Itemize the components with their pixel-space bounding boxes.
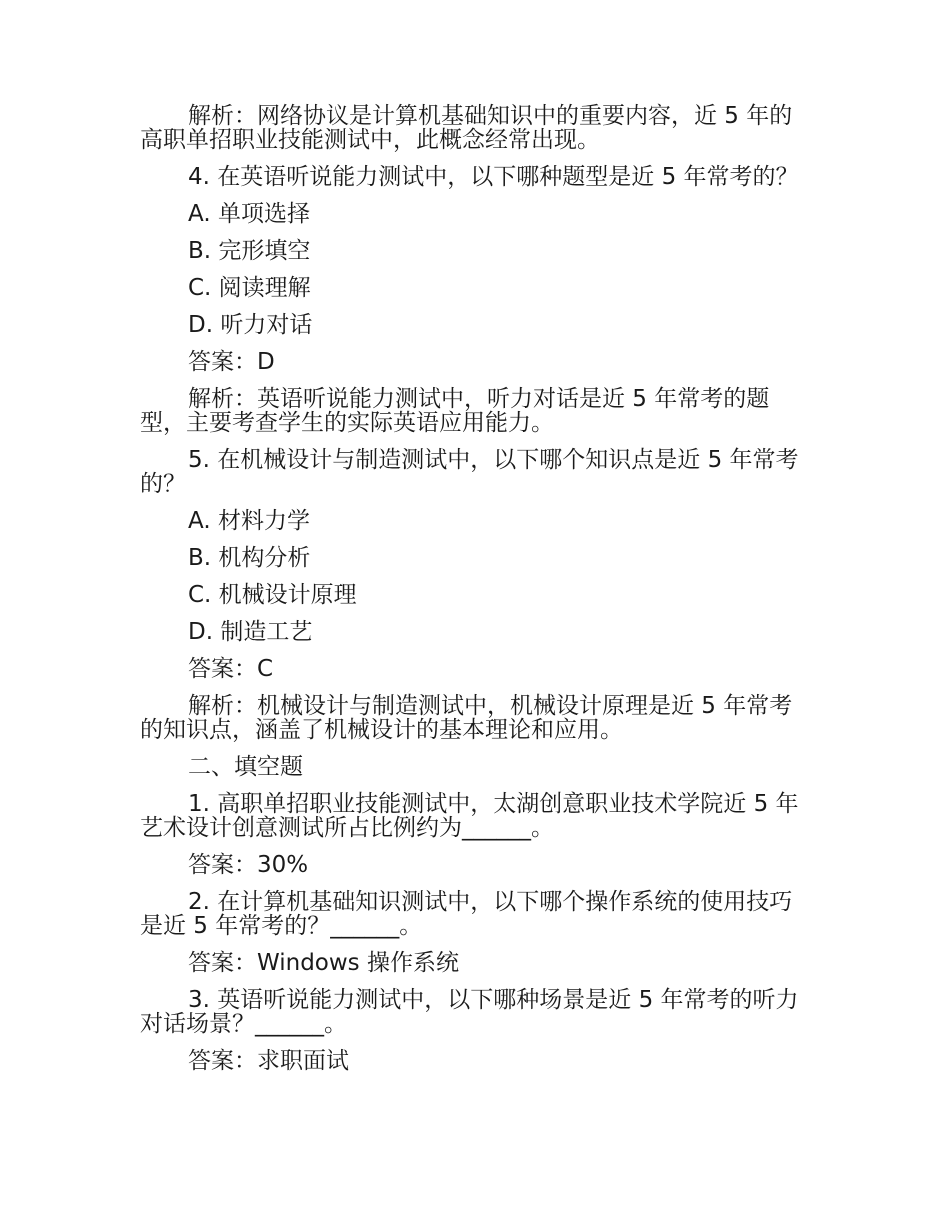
analysis-paragraph: 解析：网络协议是计算机基础知识中的重要内容，近 5 年的高职单招职业技能测试中，此概念经常出现。 bbox=[140, 103, 793, 153]
question-4: 4. 在英语听说能力测试中，以下哪种题型是近 5 年常考的？ bbox=[188, 164, 799, 190]
fill-question-2: 2. 在计算机基础知识测试中，以下哪个操作系统的使用技巧是近 5 年常考的？______。 bbox=[140, 889, 793, 939]
option-c: C. 机械设计原理 bbox=[188, 582, 357, 608]
option-d: D. 听力对话 bbox=[188, 312, 313, 338]
answer: 答案：C bbox=[188, 656, 274, 682]
answer: 答案：Windows 操作系统 bbox=[188, 950, 459, 976]
option-d: D. 制造工艺 bbox=[188, 619, 313, 645]
answer: 答案：30% bbox=[188, 852, 309, 878]
option-a: A. 单项选择 bbox=[188, 201, 310, 227]
answer: 答案：求职面试 bbox=[188, 1048, 349, 1074]
document-page bbox=[140, 104, 812, 1086]
analysis-paragraph: 解析：机械设计与制造测试中，机械设计原理是近 5 年常考的知识点，涵盖了机械设计的基本理论和应用。 bbox=[140, 693, 793, 743]
section-heading: 二、填空题 bbox=[188, 754, 303, 780]
question-5: 5. 在机械设计与制造测试中，以下哪个知识点是近 5 年常考的？ bbox=[140, 447, 799, 497]
fill-question-3: 3. 英语听说能力测试中，以下哪种场景是近 5 年常考的听力对话场景？______。 bbox=[140, 987, 799, 1037]
option-c: C. 阅读理解 bbox=[188, 275, 311, 301]
option-b: B. 完形填空 bbox=[188, 238, 311, 264]
analysis-paragraph: 解析：英语听说能力测试中，听力对话是近 5 年常考的题型，主要考查学生的实际英语应用能力。 bbox=[140, 386, 770, 436]
answer: 答案：D bbox=[188, 349, 275, 375]
option-a: A. 材料力学 bbox=[188, 508, 310, 534]
fill-question-1: 1. 高职单招职业技能测试中，太湖创意职业技术学院近 5 年艺术设计创意测试所占比例约为______。 bbox=[140, 791, 799, 841]
option-b: B. 机构分析 bbox=[188, 545, 311, 571]
